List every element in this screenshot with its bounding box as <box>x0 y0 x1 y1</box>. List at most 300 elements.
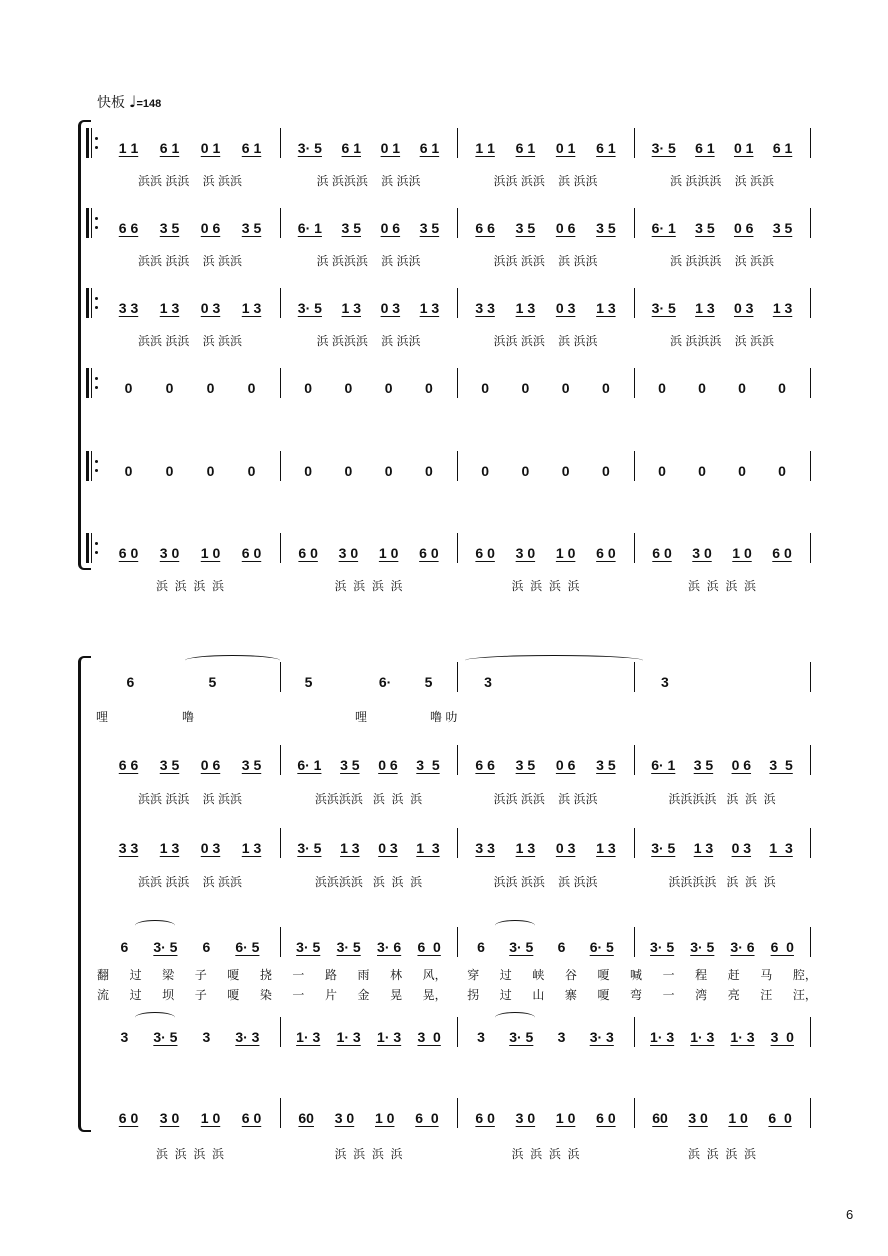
lyric-character: 嗄 <box>227 988 240 1002</box>
lyric-row <box>0 252 888 268</box>
measure <box>108 838 272 858</box>
note-beat: 6· 1 <box>297 220 322 236</box>
repeat-start-sign <box>86 208 100 238</box>
measure <box>642 461 802 481</box>
tempo-label: 快板 <box>97 94 125 110</box>
note-beat: 0 <box>561 380 570 396</box>
repeat-start-sign <box>86 128 100 158</box>
lyric-text: 浜 浜 浜 浜 <box>511 579 580 593</box>
lyric-text: 浜 浜 浜 浜 <box>687 579 756 593</box>
note-beat: 1· 3 <box>336 1029 361 1045</box>
barline <box>810 288 811 318</box>
lyric-text: 浜浜 浜浜 浜 浜浜 <box>137 254 242 268</box>
lyric-text: 浜 浜浜浜 浜 浜浜 <box>669 334 774 348</box>
lyric-text: 浜 浜浜浜 浜 浜浜 <box>669 254 774 268</box>
barline <box>280 208 281 238</box>
system1-staff-row <box>0 543 888 573</box>
lyric-character: 染 <box>259 988 272 1002</box>
lyric-character: 挠 <box>259 968 272 982</box>
measure <box>108 378 272 398</box>
lyric-character: 路 <box>324 968 337 982</box>
lyric-text: 浜 浜浜浜 浜 浜浜 <box>316 254 421 268</box>
system-2-bracket <box>78 656 91 1132</box>
note-beat: 6 6 <box>475 757 495 773</box>
system2-staff-row <box>0 937 888 967</box>
lyric-character: 山 <box>532 988 545 1002</box>
lyric-character: 过 <box>129 988 142 1002</box>
note-beat: 3 3 <box>118 300 139 316</box>
note-beat: 0 <box>521 380 530 396</box>
note-beat: 3· 3 <box>235 1029 260 1045</box>
lyric-character: 梁 <box>162 968 175 982</box>
lyric-text: 浜 浜浜浜 浜 浜浜 <box>316 334 421 348</box>
note-beat: 0 1 <box>555 140 576 156</box>
note-beat: 3· 5 <box>509 1029 534 1045</box>
lyric-character: 一 <box>662 968 675 982</box>
note-beat: 3 0 <box>338 545 359 561</box>
note-beat: 6 <box>126 674 135 690</box>
measure <box>642 755 802 775</box>
barline <box>457 745 458 775</box>
verse1-line <box>97 966 817 983</box>
measure <box>288 755 449 775</box>
note-beat: 6 6 <box>475 220 495 236</box>
note-beat: 3· 5 <box>297 840 322 856</box>
note-beat: 1 3 <box>241 840 262 856</box>
note-beat: 0 <box>601 380 610 396</box>
lyric-character: 腔， <box>792 968 817 982</box>
note-beat: 6· 5 <box>589 939 614 955</box>
note-beat: 3 3 <box>118 840 139 856</box>
note-beat: 0 <box>481 463 490 479</box>
note-beat: 3 0 <box>515 1110 536 1126</box>
lyric-character: 寨 <box>564 988 577 1002</box>
note-beat: 3 5 <box>159 757 180 773</box>
note-beat: 1 0 <box>200 1110 221 1126</box>
note-beat: 6 0 <box>475 1110 495 1126</box>
barline <box>634 745 635 775</box>
note-beat: 0 <box>658 463 666 479</box>
lyric-row <box>0 1145 888 1161</box>
note-beat: 3 0 <box>688 1110 708 1126</box>
lyric-character: 风， <box>422 968 447 982</box>
barline <box>634 368 635 398</box>
lyric-character: 谷 <box>564 968 577 982</box>
measure <box>642 298 802 318</box>
measure <box>108 461 272 481</box>
note-beat: 0 3 <box>731 840 752 856</box>
note-beat: 1 3 <box>515 300 536 316</box>
lyric-character: 汪 <box>760 988 773 1002</box>
measure <box>465 1108 626 1128</box>
repeat-start-sign <box>86 533 100 563</box>
note-beat: 1 3 <box>515 840 536 856</box>
barline <box>634 128 635 158</box>
note-beat: 0 <box>304 380 313 396</box>
lyric-text: 浜浜 浜浜 浜 浜浜 <box>493 334 598 348</box>
system1-staff-row <box>0 298 888 328</box>
system1-staff-row <box>0 218 888 248</box>
note-beat: 6 0 <box>241 1110 262 1126</box>
lyric-text: 浜浜 浜浜 浜 浜浜 <box>137 334 242 348</box>
note-beat: 0 3 <box>200 840 221 856</box>
lyric-row <box>0 172 888 188</box>
lyric-character: 林 <box>390 968 403 982</box>
barline <box>280 745 281 775</box>
note-beat: 1· 3 <box>650 1029 675 1045</box>
tie-slur <box>135 1012 175 1023</box>
lyric-character: 雨 <box>357 968 370 982</box>
note-beat: 3 <box>202 1029 211 1045</box>
note-beat: 6 0 <box>770 939 794 955</box>
note-beat: 6 0 <box>652 545 672 561</box>
lyric-text: 浜浜 浜浜 浜 浜浜 <box>493 174 598 188</box>
note-beat: 6 6 <box>118 757 139 773</box>
barline <box>457 533 458 563</box>
measure <box>465 378 626 398</box>
note-beat: 3 5 <box>241 757 262 773</box>
lyric-character: 晃， <box>422 988 447 1002</box>
lyric-character: 一 <box>292 968 305 982</box>
note-beat: 0 <box>658 380 666 396</box>
tie-slur <box>185 655 280 666</box>
measure <box>642 838 802 858</box>
note-beat: 6· 1 <box>651 757 676 773</box>
note-beat: 0 <box>206 380 215 396</box>
note-beat: 6 <box>202 939 211 955</box>
note-beat: 3 5 <box>419 220 440 236</box>
barline <box>280 368 281 398</box>
lyric-character: 赶 <box>727 968 740 982</box>
lyric-text: 浜浜浜浜 浜 浜 浜 <box>314 875 423 889</box>
lyric-character: 翻 <box>97 968 110 982</box>
note-beat: 0 <box>738 463 746 479</box>
note-beat: 1 0 <box>728 1110 748 1126</box>
barline <box>810 1017 811 1047</box>
note-beat: 1 3 <box>159 840 180 856</box>
lyric-text: 哩 <box>355 710 368 724</box>
note-beat: 0 6 <box>200 220 221 236</box>
lyric-text: 浜 浜 浜 浜 <box>687 1147 756 1161</box>
measure <box>288 1027 449 1047</box>
lyric-character: 程 <box>695 968 708 982</box>
lyric-row <box>0 873 888 889</box>
repeat-start-sign <box>86 368 100 398</box>
note-beat: 6 <box>557 939 566 955</box>
note-beat: 6 1 <box>419 140 440 156</box>
note-beat: 0 <box>124 380 133 396</box>
note-beat: 0 6 <box>378 757 398 773</box>
note-beat: 1 0 <box>378 545 399 561</box>
measure <box>108 298 272 318</box>
lyric-text: 浜 浜浜浜 浜 浜浜 <box>669 174 774 188</box>
lyric-character: 一 <box>662 988 675 1002</box>
note-beat: 6 0 <box>596 545 616 561</box>
barline <box>810 451 811 481</box>
measure <box>108 543 272 563</box>
lyric-character: 坝 <box>162 988 175 1002</box>
note-beat: 1· 3 <box>377 1029 402 1045</box>
measure <box>642 937 802 957</box>
lyric-character: 峡 <box>532 968 545 982</box>
measure <box>465 218 626 238</box>
note-beat: 6 0 <box>298 545 318 561</box>
barline <box>457 1098 458 1128</box>
note-beat: 0 <box>424 463 433 479</box>
barline <box>810 927 811 957</box>
barline <box>280 1017 281 1047</box>
note-beat: 6 <box>120 939 129 955</box>
note-beat: 1 3 <box>159 300 180 316</box>
repeat-start-sign <box>86 288 100 318</box>
note-beat: 3 5 <box>772 220 793 236</box>
barline <box>280 927 281 957</box>
note-beat: 5 <box>208 674 217 690</box>
lyric-character: 子 <box>194 988 207 1002</box>
measure <box>642 1108 802 1128</box>
tempo-marking <box>97 92 161 112</box>
lyric-character: 汪， <box>792 988 817 1002</box>
note-beat: 1 3 <box>340 840 360 856</box>
measure <box>288 298 449 318</box>
note-beat: 6· 1 <box>297 757 322 773</box>
page-number: 6 <box>846 1207 854 1222</box>
barline <box>810 128 811 158</box>
note-beat: 3 3 <box>475 300 495 316</box>
note-beat: 3· 5 <box>650 939 675 955</box>
lyric-text: 噜 <box>182 710 195 724</box>
note-beat: 0 <box>778 380 786 396</box>
measure <box>642 1027 802 1047</box>
note-beat: 0 <box>247 463 256 479</box>
lyric-character: 嗄 <box>227 968 240 982</box>
measure <box>108 1027 272 1047</box>
barline <box>634 1017 635 1047</box>
note-beat: 3 0 <box>159 545 180 561</box>
note-beat: 0 <box>206 463 215 479</box>
note-beat: 0 6 <box>731 757 752 773</box>
note-beat: 3· 5 <box>297 300 322 316</box>
note-beat: 1 3 <box>693 840 714 856</box>
lyric-text: 浜浜浜浜 浜 浜 浜 <box>314 792 423 806</box>
lyric-text: 浜 浜 浜 浜 <box>334 1147 403 1161</box>
note-beat: 0 3 <box>733 300 754 316</box>
note-beat: 0 <box>561 463 570 479</box>
note-beat: 3 5 <box>515 757 536 773</box>
note-beat: 3· 5 <box>651 840 676 856</box>
note-beat: 1· 3 <box>730 1029 755 1045</box>
note-beat: 5 <box>424 674 433 690</box>
measure <box>465 298 626 318</box>
lyric-character: 湾 <box>695 988 708 1002</box>
note-beat: 0 6 <box>555 220 576 236</box>
barline <box>280 451 281 481</box>
note-beat: 3 <box>120 1029 129 1045</box>
tie-slur <box>135 920 175 931</box>
note-beat: 3· 5 <box>297 140 322 156</box>
note-beat: 1 0 <box>732 545 752 561</box>
lyric-text: 浜浜浜浜 浜 浜 浜 <box>668 875 776 889</box>
measure <box>465 138 626 158</box>
note-beat: 3 0 <box>515 545 536 561</box>
measure <box>642 138 802 158</box>
note-beat: 3 <box>661 674 669 690</box>
system1-staff-row <box>0 461 888 491</box>
system1-staff-row <box>0 378 888 408</box>
measure <box>108 755 272 775</box>
lyric-text: 浜 浜 浜 浜 <box>155 1147 224 1161</box>
note-beat: 1 1 <box>118 140 139 156</box>
note-beat: 0 <box>521 463 530 479</box>
note-beat: 1 0 <box>375 1110 395 1126</box>
note-beat: 6 0 <box>475 545 495 561</box>
barline <box>280 288 281 318</box>
note-beat: 3 5 <box>769 757 793 773</box>
barline <box>457 288 458 318</box>
note-beat: 1 3 <box>341 300 361 316</box>
measure <box>108 1108 272 1128</box>
note-beat: 3 5 <box>341 220 361 236</box>
note-beat: 3 0 <box>770 1029 794 1045</box>
measure <box>465 838 626 858</box>
barline <box>634 1098 635 1128</box>
note-beat: 1 0 <box>200 545 221 561</box>
note-beat: 3 5 <box>159 220 180 236</box>
note-beat: 3 5 <box>693 757 714 773</box>
measure <box>465 1027 626 1047</box>
barline <box>810 662 811 692</box>
note-beat: 60 <box>652 1110 668 1126</box>
note-beat: 0 1 <box>200 140 221 156</box>
note-beat: 0 <box>304 463 313 479</box>
barline <box>634 533 635 563</box>
note-beat: 3· 5 <box>296 939 321 955</box>
note-beat: 1 0 <box>555 545 576 561</box>
system2-staff-row <box>0 672 888 702</box>
barline <box>810 745 811 775</box>
lyric-text: 浜浜 浜浜 浜 浜浜 <box>493 254 598 268</box>
note-beat: 1 3 <box>596 300 616 316</box>
note-beat: 1 3 <box>695 300 715 316</box>
note-beat: 0 <box>165 380 174 396</box>
measure <box>108 138 272 158</box>
lyric-row <box>0 577 888 593</box>
note-beat: 0 <box>247 380 256 396</box>
tie-slur <box>465 655 643 666</box>
note-beat: 0 3 <box>378 840 398 856</box>
lyric-character: 亮 <box>727 988 740 1002</box>
note-beat: 6 1 <box>241 140 262 156</box>
system2-staff-row <box>0 755 888 785</box>
lyric-text: 浜浜 浜浜 浜 浜浜 <box>137 792 242 806</box>
note-beat: 6· 5 <box>235 939 260 955</box>
note-beat: 0 3 <box>555 840 576 856</box>
note-beat: 1 0 <box>555 1110 576 1126</box>
quarter-note-icon: ♩ <box>128 92 137 111</box>
note-beat: 6 0 <box>118 545 139 561</box>
note-beat: 0 3 <box>200 300 221 316</box>
barline <box>810 368 811 398</box>
lyric-character: 弯 <box>630 988 643 1002</box>
note-beat: 1 3 <box>772 300 793 316</box>
barline <box>457 1017 458 1047</box>
measure <box>465 543 626 563</box>
lyric-character: 流 <box>97 988 110 1002</box>
note-beat: 0 1 <box>380 140 401 156</box>
note-beat: 3 0 <box>692 545 712 561</box>
lyric-character: 一 <box>292 988 305 1002</box>
measure <box>465 937 626 957</box>
note-beat: 6· <box>378 674 392 690</box>
note-beat: 0 6 <box>733 220 754 236</box>
lyric-character: 嗄 <box>597 988 610 1002</box>
note-beat: 6 1 <box>515 140 536 156</box>
note-beat: 6 0 <box>772 545 792 561</box>
note-beat: 3 5 <box>416 757 440 773</box>
tempo-bpm: =148 <box>136 98 162 110</box>
barline <box>457 451 458 481</box>
barline <box>810 533 811 563</box>
lyric-text: 噜 叻 <box>430 710 458 724</box>
note-beat: 3 5 <box>515 220 536 236</box>
note-beat: 6 1 <box>341 140 361 156</box>
note-beat: 0 <box>601 463 610 479</box>
measure <box>288 543 449 563</box>
lyric-text: 哩 <box>96 710 109 724</box>
measure <box>465 755 626 775</box>
note-beat: 1· 3 <box>690 1029 715 1045</box>
note-beat: 3· 5 <box>690 939 715 955</box>
barline <box>634 828 635 858</box>
lyric-character: 喊 <box>630 968 643 982</box>
note-beat: 1· 3 <box>296 1029 321 1045</box>
note-beat: 0 6 <box>555 757 576 773</box>
barline <box>457 828 458 858</box>
barline <box>810 828 811 858</box>
barline <box>457 368 458 398</box>
note-beat: 3 5 <box>340 757 360 773</box>
note-beat: 3 5 <box>695 220 715 236</box>
note-beat: 1 3 <box>416 840 440 856</box>
note-beat: 3 5 <box>241 220 262 236</box>
barline <box>280 828 281 858</box>
barline <box>457 208 458 238</box>
barline <box>634 662 635 692</box>
lyric-text: 浜 浜浜浜 浜 浜浜 <box>316 174 421 188</box>
lyric-character: 过 <box>499 988 512 1002</box>
note-beat: 3· 5 <box>509 939 534 955</box>
system2-staff-row <box>0 1027 888 1057</box>
note-beat: 1 3 <box>596 840 616 856</box>
barline <box>280 533 281 563</box>
note-beat: 0 <box>738 380 746 396</box>
note-beat: 0 3 <box>380 300 401 316</box>
verse2-line <box>97 986 817 1003</box>
lyric-row <box>0 790 888 806</box>
lyric-character: 子 <box>194 968 207 982</box>
note-beat: 6 1 <box>159 140 180 156</box>
measure <box>642 672 802 692</box>
note-beat: 3· 5 <box>651 140 676 156</box>
note-beat: 0 <box>344 463 353 479</box>
note-beat: 1 3 <box>769 840 793 856</box>
system2-staff-row <box>0 838 888 868</box>
note-beat: 0 <box>481 380 490 396</box>
lyric-character: 过 <box>499 968 512 982</box>
note-beat: 0 3 <box>555 300 576 316</box>
barline <box>810 208 811 238</box>
measure <box>465 461 626 481</box>
